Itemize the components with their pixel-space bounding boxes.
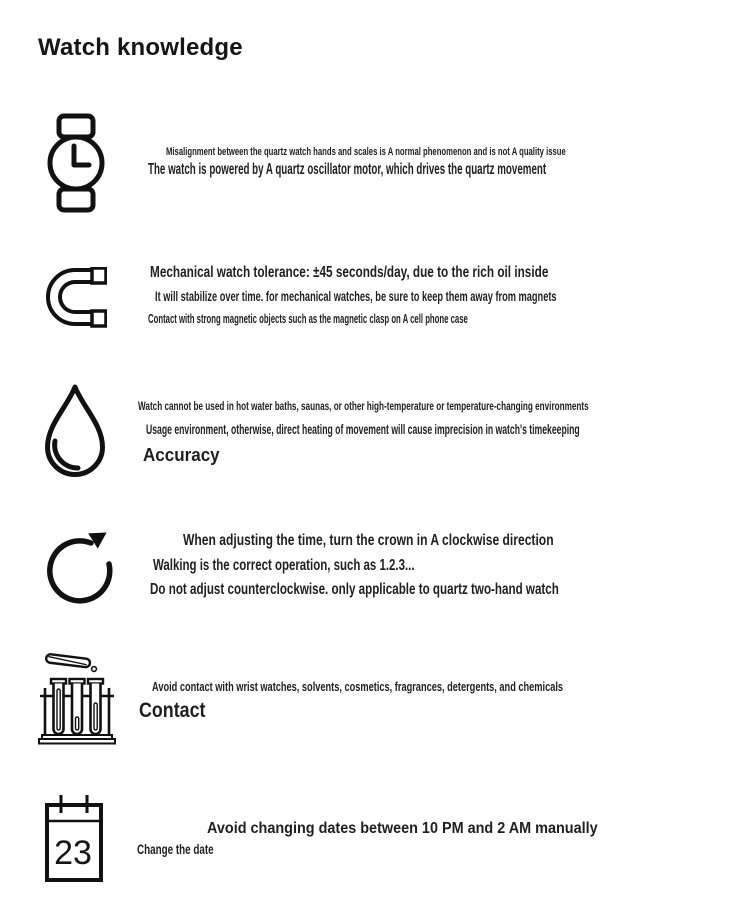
- info-line: Avoid changing dates between 10 PM and 2 AM manually: [207, 820, 598, 837]
- info-line: Contact with strong magnetic objects such as the magnetic clasp on A cell phone case: [148, 312, 468, 326]
- water-drop-icon: [42, 383, 108, 478]
- calendar-icon: [45, 794, 103, 883]
- test-tubes-icon: [38, 650, 116, 745]
- info-line: The watch is powered by A quartz oscillator motor, which drives the quartz movement: [148, 161, 547, 178]
- magnet-icon: [45, 267, 107, 329]
- info-line: Misalignment between the quartz watch hands and scales is A normal phenomenon and is not A quality issue: [166, 146, 566, 158]
- page-title: Watch knowledge: [38, 34, 243, 61]
- info-line: Do not adjust counterclockwise. only applicable to quartz two-hand watch: [150, 581, 559, 598]
- info-line: Avoid contact with wrist watches, solvents, cosmetics, fragrances, detergents, and chemicals: [152, 679, 564, 694]
- info-line: Watch cannot be used in hot water baths, saunas, or other high-temperature or temperature-changing environments: [138, 401, 589, 413]
- info-line: When adjusting the time, turn the crown in A clockwise direction: [183, 532, 554, 549]
- info-line: Change the date: [137, 842, 214, 857]
- section-label-contact: Contact: [139, 699, 206, 722]
- watch-icon: [45, 113, 107, 213]
- clockwise-arrow-icon: [43, 524, 123, 608]
- info-line: Walking is the correct operation, such as 1.2.3...: [153, 557, 415, 574]
- info-line: Usage environment, otherwise, direct heating of movement will cause imprecision in watch's timekeeping: [146, 422, 580, 437]
- info-line: Mechanical watch tolerance: ±45 seconds/day, due to the rich oil inside: [150, 264, 549, 281]
- calendar-day-number: 23: [54, 834, 92, 872]
- section-label-accuracy: Accuracy: [143, 444, 220, 465]
- info-line: It will stabilize over time. for mechanical watches, be sure to keep them away from magnets: [155, 288, 557, 304]
